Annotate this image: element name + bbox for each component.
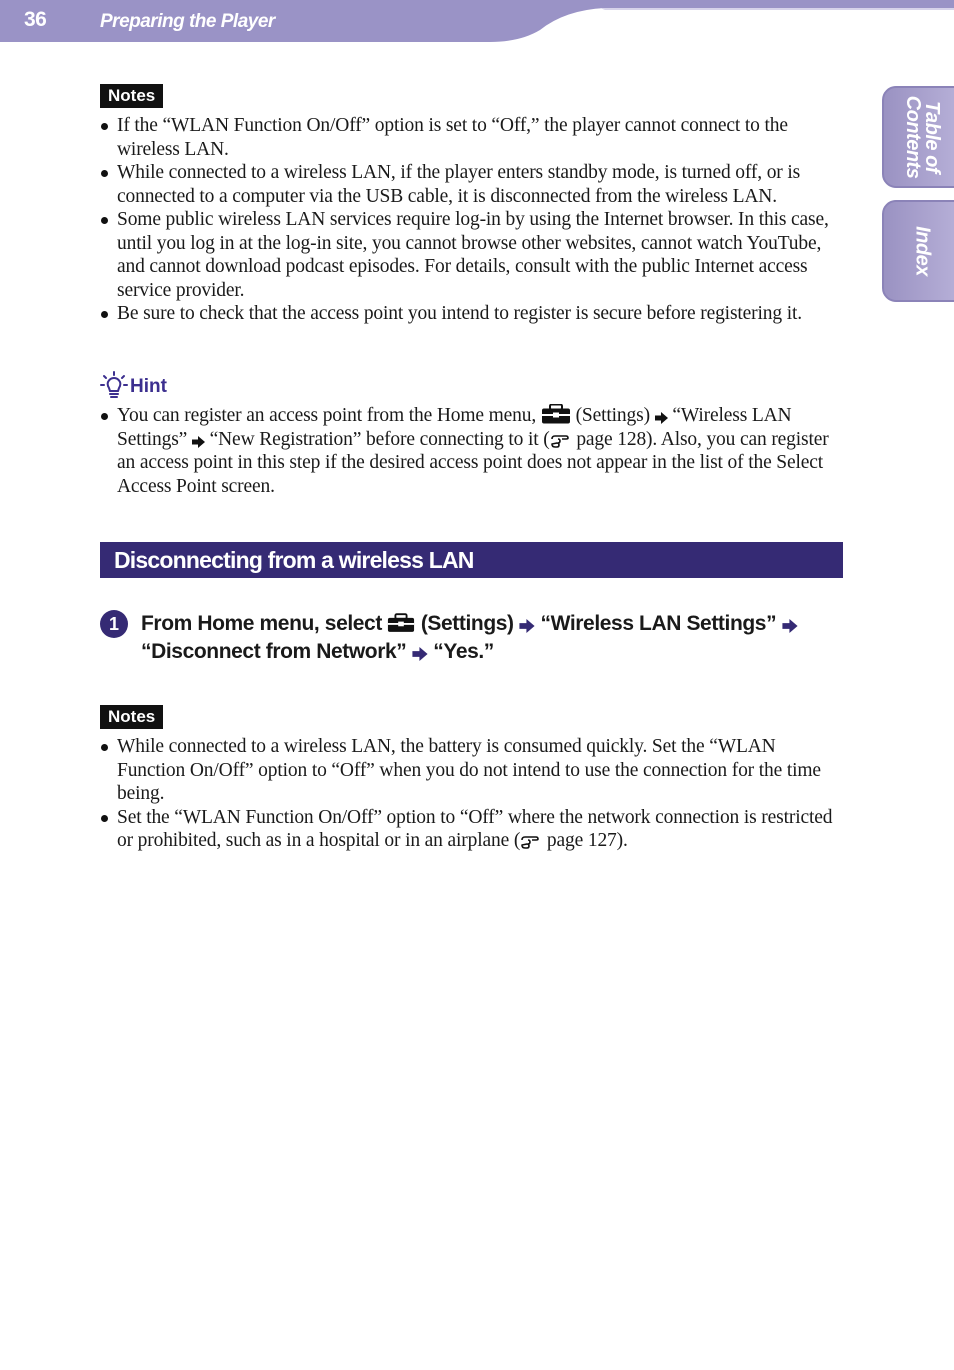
- table-of-contents-tab[interactable]: [882, 86, 954, 188]
- lightbulb-icon: [100, 371, 128, 401]
- note-text-a: Set the “WLAN Function On/Off” option to “Off” where the network connection is restricted or prohibited, such as in a hospital or in an airplane (: [117, 806, 833, 851]
- hint-text-1: You can register an access point from the Home menu,: [117, 405, 537, 426]
- step-settings-text: (Settings): [420, 612, 514, 635]
- pointing-hand-icon: [520, 831, 542, 849]
- section-title: Preparing the Player: [100, 11, 275, 32]
- hint-text-5: page 128). Also, you can register an access point in this step if the desired access point does not appear in the list of the Select Access Point screen.: [117, 428, 829, 497]
- list-item: While connected to a wireless LAN, if the player enters standby mode, is turned off, or is connected to a computer via the USB cable, it is disconnected from the wireless LAN.: [100, 161, 845, 208]
- step-yes-text: “Yes.”: [433, 640, 494, 663]
- note-text-b: page 127).: [546, 830, 628, 851]
- index-tab[interactable]: [882, 200, 954, 302]
- list-item: Some public wireless LAN services require log-in by using the Internet browser. In this case, until you log in at the log-in site, you cannot browse other websites, cannot watch YouTube, and cannot download podcast episodes. For details, consult with the public Internet access service provider.: [100, 208, 845, 302]
- step-text-1: From Home menu, select: [141, 612, 382, 635]
- step-wireless-text: “Wireless LAN Settings”: [540, 612, 777, 635]
- list-item: [100, 404, 845, 498]
- arrow-right-icon: [655, 412, 668, 424]
- hint-wireless-text: “Wireless LAN Settings”: [117, 405, 792, 450]
- section-heading: Disconnecting from a wireless LAN: [100, 542, 843, 578]
- notes-label: Notes: [100, 705, 163, 729]
- list-item: While connected to a wireless LAN, the battery is consumed quickly. Set the “WLAN Function On/Off” option to “Off” when you do not intend to use the connection for the time being.: [100, 735, 845, 806]
- list-item: [100, 806, 845, 853]
- table-of-contents-label: Table of Contents: [902, 95, 943, 179]
- notes-list: [100, 114, 845, 326]
- hint-label: Hint: [130, 376, 167, 397]
- step-instruction: [141, 610, 851, 666]
- hint-list: [100, 404, 845, 498]
- arrow-right-icon: [412, 647, 428, 661]
- list-item: Be sure to check that the access point you intend to register is secure before registering it.: [100, 302, 845, 326]
- list-item: If the “WLAN Function On/Off” option is set to “Off,” the player cannot connect to the wireless LAN.: [100, 114, 845, 161]
- index-label: Index: [911, 226, 934, 276]
- notes-label: Notes: [100, 84, 163, 108]
- arrow-right-icon: [782, 619, 798, 633]
- hint-settings-text: (Settings): [575, 405, 650, 426]
- page-number: 36: [24, 8, 47, 31]
- notes-list: [100, 735, 845, 853]
- step-disconnect-text: “Disconnect from Network”: [141, 640, 407, 663]
- pointing-hand-icon: [550, 430, 572, 448]
- settings-toolbox-icon: [541, 404, 571, 424]
- step-number-badge: 1: [100, 610, 128, 638]
- arrow-right-icon: [519, 619, 535, 633]
- arrow-right-icon: [192, 436, 205, 448]
- page-header: [0, 0, 954, 44]
- hint-text-4: “New Registration” before connecting to it (: [209, 428, 550, 450]
- settings-toolbox-icon: [387, 613, 415, 633]
